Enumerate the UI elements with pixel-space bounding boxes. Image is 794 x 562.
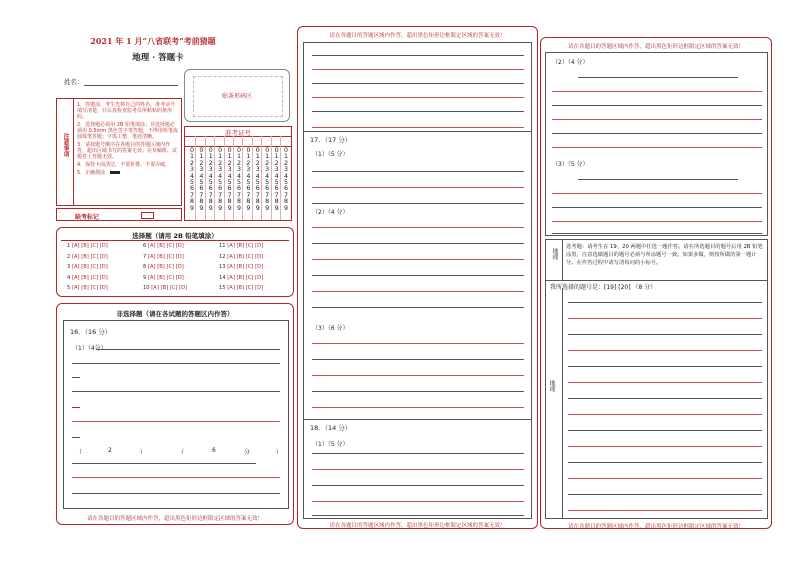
exam-digit[interactable]: 1 <box>283 153 288 161</box>
choice-item[interactable] <box>143 275 184 281</box>
exam-digit[interactable]: 0 <box>283 147 288 154</box>
page-title: 2021 年 1 月“八省联考”考前猜题 <box>90 36 216 46</box>
exam-digit[interactable]: 7 <box>189 191 194 199</box>
exam-digit[interactable]: 2 <box>255 159 260 167</box>
answer-line[interactable] <box>552 133 762 134</box>
answer-line[interactable] <box>312 227 524 228</box>
exam-digit[interactable]: 1 <box>218 153 223 161</box>
exam-digit[interactable]: 0 <box>274 147 279 154</box>
answer-line[interactable] <box>552 233 762 234</box>
exam-digit[interactable]: 4 <box>236 172 241 180</box>
answer-line[interactable] <box>568 510 762 511</box>
answer-line[interactable] <box>312 187 524 188</box>
choice-options[interactable]: [A] [B] [C] [D] <box>71 253 108 260</box>
choice-options[interactable]: [A] [B] [C] [D] <box>227 264 264 270</box>
exam-digit[interactable]: 9 <box>283 204 288 212</box>
name-label: 姓名： <box>64 78 84 86</box>
exam-digit[interactable]: 6 <box>227 185 232 193</box>
choice-number: 4 <box>67 274 72 281</box>
exam-digit[interactable]: 9 <box>255 204 260 212</box>
exam-digit[interactable]: 2 <box>227 159 232 167</box>
elective-choice[interactable]: 我所选择的题号是：[19] [20] （8 分） <box>550 284 657 291</box>
choice-number: 5 <box>67 285 72 291</box>
answer-line[interactable] <box>568 334 762 335</box>
nonchoice-section <box>56 303 294 525</box>
exam-digit[interactable]: 0 <box>189 147 194 154</box>
notes-box <box>56 98 182 206</box>
answer-line[interactable] <box>312 453 524 454</box>
choice-options[interactable]: [A] [B] [C] [D] <box>147 264 184 270</box>
exam-digit[interactable]: 6 <box>199 185 204 193</box>
exam-digit-column[interactable] <box>208 148 214 212</box>
exam-digit[interactable]: 3 <box>274 166 279 174</box>
barcode-label: 贴条形码区 <box>221 93 252 100</box>
exam-digit[interactable]: 3 <box>208 166 213 174</box>
exam-digit[interactable]: 7 <box>265 191 270 199</box>
exam-digit-column[interactable] <box>198 148 204 212</box>
exam-digit[interactable]: 8 <box>199 198 204 206</box>
answer-line[interactable] <box>568 446 762 447</box>
q16-part2-close2: ） <box>276 449 283 456</box>
exam-digit[interactable]: 5 <box>208 179 213 187</box>
exam-digit[interactable]: 1 <box>255 153 260 161</box>
answer-line[interactable] <box>312 469 524 470</box>
q16-part1: （1）（4分） <box>72 345 107 352</box>
q16-box <box>63 320 289 509</box>
q17-part1: （1）（5 分） <box>312 151 349 158</box>
exam-digit[interactable]: 4 <box>246 172 251 180</box>
choice-item[interactable] <box>143 285 187 291</box>
exam-digit[interactable]: 8 <box>283 198 288 206</box>
exam-digit[interactable]: 2 <box>199 159 204 167</box>
exam-digit[interactable]: 7 <box>199 191 204 199</box>
barcode-area <box>184 69 290 122</box>
exam-digit[interactable]: 6 <box>236 185 241 193</box>
exam-digit-column[interactable] <box>236 148 242 212</box>
exam-digit[interactable]: 0 <box>246 147 251 154</box>
exam-digit[interactable]: 1 <box>199 153 204 161</box>
answer-line[interactable] <box>312 391 524 392</box>
q18-part1: （1）（5 分） <box>312 441 349 448</box>
exam-number-label: 准考证号 <box>225 129 251 137</box>
exam-digit[interactable]: 3 <box>265 166 270 174</box>
choice-number: 14 <box>219 274 228 281</box>
answer-line[interactable] <box>312 291 524 292</box>
filled-sample-icon <box>110 171 120 174</box>
notes-label: 注意事项 <box>62 133 69 157</box>
exam-digit[interactable]: 5 <box>283 179 288 187</box>
exam-digit[interactable]: 0 <box>227 147 232 154</box>
exam-digit[interactable]: 0 <box>199 147 204 154</box>
q17-label: 17．（17 分） <box>310 136 352 144</box>
exam-digit[interactable]: 1 <box>236 153 241 161</box>
choice-number: 6 <box>143 243 148 249</box>
exam-digit[interactable]: 9 <box>274 204 279 212</box>
warning-left: 请在各题目的答题区域内作答，超出黑色矩形边框限定区域的答案无效！ <box>86 516 263 522</box>
answer-line[interactable] <box>552 91 762 92</box>
choice-number: 11 <box>219 243 228 249</box>
exam-digit[interactable]: 5 <box>255 179 260 187</box>
exam-digit[interactable]: 5 <box>274 179 279 187</box>
exam-digit[interactable]: 8 <box>265 198 270 206</box>
exam-digit[interactable]: 7 <box>246 191 251 199</box>
exam-digit-column[interactable] <box>245 148 251 212</box>
note-2: 2．选择题必须用 2B 铅笔填涂；非选择题必须用 0.5mm 黑色签字笔答题，不得用铅笔或圆珠笔答题；字体工整、笔迹清晰。 <box>77 122 178 140</box>
question-divider <box>304 131 531 132</box>
choice-item[interactable] <box>219 275 263 281</box>
answer-line[interactable] <box>312 203 524 204</box>
nonchoice-title: 非选择题（请在各试题的答题区内作答） <box>116 310 234 318</box>
choice-number: 15 <box>219 285 228 291</box>
exam-digit[interactable]: 8 <box>227 198 232 206</box>
exam-digit[interactable]: 3 <box>218 166 223 174</box>
exam-digit-column[interactable] <box>274 148 280 212</box>
elective-side-label: 地理 <box>551 248 558 260</box>
right-part3: （3）（5 分） <box>552 161 589 168</box>
choice-item[interactable] <box>219 285 263 291</box>
answer-line[interactable] <box>312 485 524 486</box>
q16-part2-unit: 分 <box>244 449 251 456</box>
elective-note: 选考题：请考生在 19、20 两题中任选一题作答。请在所选题目的题号后用 2B 铅笔涂黑，注意选做题目的题号必须与所涂题号一致。如果多做，则按所做的第一题计分。在作答过程中请写清每问的小标号。 <box>566 244 763 266</box>
exam-digit[interactable]: 1 <box>274 153 279 161</box>
answer-line[interactable] <box>552 119 762 120</box>
choice-title: 选择题（请用 2B 铅笔填涂） <box>132 232 218 240</box>
exam-digit[interactable]: 6 <box>265 185 270 193</box>
choice-options[interactable]: [A] [B] [C] [D] <box>147 243 184 249</box>
exam-digit[interactable]: 6 <box>208 185 213 193</box>
right-column <box>540 37 772 529</box>
exam-digit[interactable]: 3 <box>283 166 288 174</box>
choice-item[interactable] <box>143 264 184 270</box>
answer-line[interactable] <box>568 302 762 303</box>
exam-digit[interactable]: 8 <box>255 198 260 206</box>
absent-checkbox[interactable] <box>141 212 154 219</box>
exam-digit[interactable]: 5 <box>236 179 241 187</box>
exam-digit[interactable]: 1 <box>246 153 251 161</box>
exam-digit[interactable]: 0 <box>218 147 223 154</box>
middle-column <box>297 26 538 529</box>
answer-line[interactable] <box>568 382 762 383</box>
choice-number: 2 <box>67 253 72 260</box>
exam-digit[interactable]: 5 <box>246 179 251 187</box>
exam-digit[interactable]: 5 <box>265 179 270 187</box>
choice-item[interactable] <box>67 285 108 291</box>
answer-line[interactable] <box>552 207 762 208</box>
exam-digit[interactable]: 1 <box>227 153 232 161</box>
name-field[interactable] <box>84 85 178 86</box>
answer-line[interactable] <box>552 193 762 194</box>
exam-digit[interactable]: 2 <box>189 159 194 167</box>
choice-number: 13 <box>219 264 228 270</box>
choice-options[interactable]: [A] [B] [C] [D] <box>227 243 264 249</box>
q16-part2-close: ） <box>140 449 147 456</box>
choice-item[interactable] <box>219 264 263 270</box>
exam-digit[interactable]: 1 <box>189 153 194 161</box>
exam-digit[interactable]: 3 <box>189 166 194 174</box>
exam-digit[interactable]: 9 <box>189 204 194 212</box>
answer-line[interactable] <box>312 343 524 344</box>
choice-section <box>56 227 294 297</box>
choice-item[interactable] <box>143 254 184 260</box>
exam-digit[interactable]: 0 <box>236 147 241 154</box>
q16-part2-number: 2 <box>108 447 112 454</box>
exam-digit[interactable]: 5 <box>189 179 194 187</box>
page-subtitle: 地理 · 答题卡 <box>132 53 184 63</box>
exam-digit-column[interactable] <box>189 148 195 212</box>
answer-line[interactable] <box>568 478 762 479</box>
exam-digit[interactable]: 4 <box>255 172 260 180</box>
exam-digit[interactable]: 4 <box>208 172 213 180</box>
exam-digit[interactable]: 3 <box>236 166 241 174</box>
exam-digit[interactable]: 9 <box>265 204 270 212</box>
exam-digit[interactable]: 9 <box>246 204 251 212</box>
answer-line[interactable] <box>552 147 762 148</box>
choice-options[interactable]: [A] [B] [C] [D] <box>71 274 108 281</box>
choice-options[interactable]: [A] [B] [C] [D] <box>71 285 108 291</box>
note-5: 5．正确填涂 <box>77 170 106 176</box>
choice-number: 8 <box>143 264 148 270</box>
answer-line[interactable] <box>568 366 762 367</box>
answer-line[interactable] <box>568 398 762 399</box>
choice-item[interactable] <box>219 254 263 260</box>
right-answer-box-top <box>545 52 768 236</box>
answer-line[interactable] <box>312 83 524 84</box>
q16-part2-score: 6 <box>212 447 216 454</box>
right-part2: （2）（4 分） <box>552 59 589 66</box>
right-answer-box-elective <box>545 239 768 519</box>
choice-number: 3 <box>67 264 72 270</box>
exam-digit[interactable]: 2 <box>274 159 279 167</box>
choice-number: 1 <box>67 243 72 249</box>
exam-digit[interactable]: 0 <box>265 147 270 154</box>
q16-label: 16．（16 分） <box>70 328 112 336</box>
choice-number: 9 <box>143 274 148 281</box>
exam-digit[interactable]: 0 <box>208 147 213 154</box>
exam-digit[interactable]: 4 <box>227 172 232 180</box>
exam-digit[interactable]: 2 <box>208 159 213 167</box>
choice-options[interactable]: [A] [B] [C] [D] <box>151 285 188 291</box>
exam-digit[interactable]: 9 <box>227 204 232 212</box>
exam-digit[interactable]: 8 <box>274 198 279 206</box>
exam-number-grid <box>184 126 292 221</box>
choice-options[interactable]: [A] [B] [C] [D] <box>227 274 264 281</box>
exam-digit[interactable]: 3 <box>227 166 232 174</box>
choice-number: 12 <box>219 253 228 260</box>
answer-line[interactable] <box>312 501 524 502</box>
choice-options[interactable]: [A] [B] [C] [D] <box>71 264 108 270</box>
exam-digit[interactable]: 4 <box>283 172 288 180</box>
exam-digit[interactable]: 8 <box>208 198 213 206</box>
answer-line[interactable] <box>568 430 762 431</box>
answer-line[interactable] <box>312 171 524 172</box>
q17-part3: （3）（6 分） <box>312 325 349 332</box>
answer-line[interactable] <box>312 275 524 276</box>
answer-line[interactable] <box>312 515 524 516</box>
choice-options[interactable]: [A] [B] [C] [D] <box>147 274 184 281</box>
exam-digit[interactable]: 1 <box>208 153 213 161</box>
q18-label: 18．（14 分） <box>310 424 352 432</box>
choice-number: 10 <box>143 285 152 291</box>
exam-digit-column[interactable] <box>227 148 233 212</box>
elective-vertical-label: 地理 <box>548 380 555 392</box>
answer-line[interactable] <box>312 69 524 70</box>
answer-line[interactable] <box>568 414 762 415</box>
warning-middle-bottom: 请在各题目的答题区域内作答，超出黑色矩形边框限定区域的答案无效！ <box>329 523 506 529</box>
exam-digit[interactable]: 6 <box>218 185 223 193</box>
exam-digit[interactable]: 7 <box>274 191 279 199</box>
exam-digit[interactable]: 9 <box>236 204 241 212</box>
q16-part2-open: （ <box>76 449 83 456</box>
q16-part2-open2: （ <box>178 449 185 456</box>
exam-digit[interactable]: 8 <box>218 198 223 206</box>
choice-options[interactable]: [A] [B] [C] [D] <box>227 253 264 260</box>
question-divider <box>304 419 531 420</box>
answer-line[interactable] <box>312 407 524 408</box>
note-4: 4．保持卡面清洁，不要折叠、不要弄破。 <box>77 162 171 168</box>
exam-digit[interactable]: 7 <box>255 191 260 199</box>
exam-digit[interactable]: 5 <box>227 179 232 187</box>
note-3: 3．请按题号顺序在各题目的答题区域内作答，超出区域书写的答案无效；在草稿纸、试题卷上答题无效。 <box>77 142 178 160</box>
exam-digit[interactable]: 2 <box>283 159 288 167</box>
exam-digit[interactable]: 2 <box>236 159 241 167</box>
exam-digit[interactable]: 7 <box>227 191 232 199</box>
answer-line[interactable] <box>312 259 524 260</box>
exam-digit[interactable]: 6 <box>274 185 279 193</box>
exam-digit[interactable]: 8 <box>246 198 251 206</box>
exam-digit[interactable]: 2 <box>218 159 223 167</box>
exam-digit[interactable]: 7 <box>218 191 223 199</box>
middle-answer-box <box>303 42 532 519</box>
exam-digit[interactable]: 7 <box>283 191 288 199</box>
warning-middle-top: 请在各题目的答题区域内作答，超出黑色矩形边框限定区域的答案无效！ <box>329 33 506 39</box>
answer-line[interactable] <box>312 307 524 308</box>
exam-digit[interactable]: 2 <box>246 159 251 167</box>
answer-line[interactable] <box>312 97 524 98</box>
answer-line[interactable] <box>568 350 762 351</box>
exam-digit[interactable]: 6 <box>283 185 288 193</box>
exam-digit[interactable]: 2 <box>265 159 270 167</box>
note-1: 1．答题前，考生先将自己的姓名、准考证号填写清楚，并认真检查监考员所粘贴的条形码。 <box>77 102 176 120</box>
choice-item[interactable] <box>67 275 108 281</box>
choice-options[interactable]: [A] [B] [C] [D] <box>147 253 184 260</box>
answer-line[interactable] <box>568 494 762 495</box>
exam-digit-column[interactable] <box>255 148 261 212</box>
exam-digit[interactable]: 7 <box>208 191 213 199</box>
exam-digit[interactable]: 9 <box>199 204 204 212</box>
exam-digit[interactable]: 6 <box>189 185 194 193</box>
choice-item[interactable] <box>143 243 184 249</box>
exam-digit[interactable]: 9 <box>218 204 223 212</box>
answer-line[interactable] <box>312 359 524 360</box>
choice-options[interactable]: [A] [B] [C] [D] <box>227 285 264 291</box>
answer-line[interactable] <box>568 462 762 463</box>
exam-digit[interactable]: 6 <box>255 185 260 193</box>
answer-line[interactable] <box>568 318 762 319</box>
answer-line[interactable] <box>552 105 762 106</box>
answer-line[interactable] <box>312 111 524 112</box>
exam-digit[interactable]: 4 <box>265 172 270 180</box>
choice-item[interactable] <box>67 243 108 249</box>
exam-digit[interactable]: 5 <box>218 179 223 187</box>
exam-digit-column[interactable] <box>217 148 223 212</box>
choice-item[interactable] <box>219 243 263 249</box>
exam-digit[interactable]: 4 <box>218 172 223 180</box>
exam-digit[interactable]: 6 <box>246 185 251 193</box>
choice-number: 7 <box>143 253 148 260</box>
exam-digit[interactable]: 3 <box>255 166 260 174</box>
answer-line[interactable] <box>312 375 524 376</box>
exam-digit[interactable]: 3 <box>246 166 251 174</box>
choice-options[interactable]: [A] [B] [C] [D] <box>71 243 108 249</box>
answer-line[interactable] <box>312 127 524 128</box>
exam-digit-column[interactable] <box>264 148 270 212</box>
answer-line[interactable] <box>578 77 738 78</box>
exam-digit[interactable]: 3 <box>199 166 204 174</box>
exam-digit-column[interactable] <box>283 148 289 212</box>
answer-line[interactable] <box>552 221 762 222</box>
exam-digit[interactable]: 4 <box>274 172 279 180</box>
warning-right-bottom: 请在各题目的答题区域内作答，超出黑色矩形边框限定区域的答案无效！ <box>567 524 744 530</box>
exam-digit[interactable]: 9 <box>208 204 213 212</box>
absent-label: 缺考标记 <box>75 214 100 221</box>
exam-digit[interactable]: 0 <box>255 147 260 154</box>
choice-item[interactable] <box>67 254 108 260</box>
exam-digit[interactable]: 7 <box>236 191 241 199</box>
choice-item[interactable] <box>67 264 108 270</box>
answer-line[interactable] <box>312 55 524 56</box>
exam-digit[interactable]: 4 <box>189 172 194 180</box>
exam-digit[interactable]: 8 <box>189 198 194 206</box>
exam-digit[interactable]: 5 <box>199 179 204 187</box>
answer-line[interactable] <box>578 179 738 180</box>
exam-digit[interactable]: 4 <box>199 172 204 180</box>
exam-digit[interactable]: 1 <box>265 153 270 161</box>
q17-part2: （2）（4 分） <box>312 209 349 216</box>
exam-digit[interactable]: 8 <box>236 198 241 206</box>
answer-line[interactable] <box>312 243 524 244</box>
absent-box <box>56 208 182 221</box>
warning-right-top: 请在各题目的答题区域内作答，超出黑色矩形边框限定区域的答案无效！ <box>567 44 744 50</box>
